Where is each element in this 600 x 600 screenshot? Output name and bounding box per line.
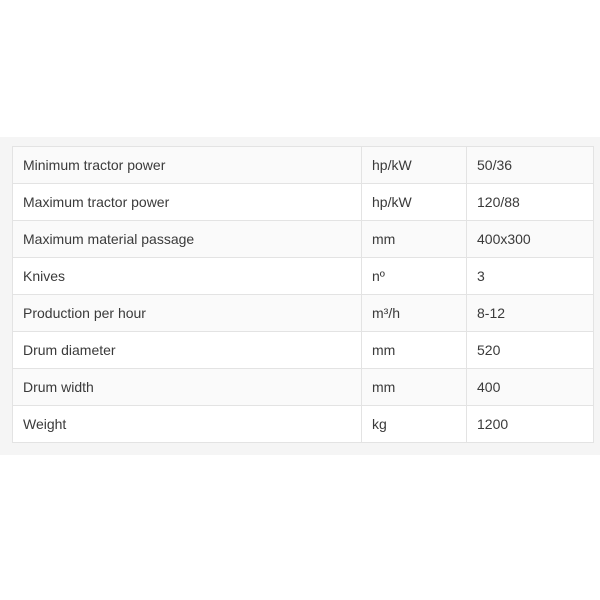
spec-unit-cell: hp/kW	[362, 147, 467, 184]
spec-name-cell: Production per hour	[13, 295, 362, 332]
spec-name-cell: Knives	[13, 258, 362, 295]
spec-value-cell: 520	[467, 332, 594, 369]
table-row	[13, 332, 594, 369]
table-row	[13, 295, 594, 332]
spec-unit-cell: mm	[362, 332, 467, 369]
specifications-table	[12, 146, 594, 443]
spec-name-cell: Maximum material passage	[13, 221, 362, 258]
spec-value-cell: 50/36	[467, 147, 594, 184]
spec-unit-cell: nº	[362, 258, 467, 295]
table-row	[13, 258, 594, 295]
spec-name-cell: Maximum tractor power	[13, 184, 362, 221]
spec-value-cell: 1200	[467, 406, 594, 443]
table-row	[13, 147, 594, 184]
table-row	[13, 406, 594, 443]
spec-value-cell: 400	[467, 369, 594, 406]
spec-unit-cell: mm	[362, 221, 467, 258]
spec-name-cell: Minimum tractor power	[13, 147, 362, 184]
spec-value-cell: 120/88	[467, 184, 594, 221]
spec-name-cell: Drum diameter	[13, 332, 362, 369]
spec-name-cell: Weight	[13, 406, 362, 443]
spec-unit-cell: mm	[362, 369, 467, 406]
table-row	[13, 221, 594, 258]
spec-name-cell: Drum width	[13, 369, 362, 406]
table-row	[13, 369, 594, 406]
spec-value-cell: 8-12	[467, 295, 594, 332]
spec-value-cell: 400x300	[467, 221, 594, 258]
spec-value-cell: 3	[467, 258, 594, 295]
spec-unit-cell: hp/kW	[362, 184, 467, 221]
spec-unit-cell: m³/h	[362, 295, 467, 332]
table-row	[13, 184, 594, 221]
spec-unit-cell: kg	[362, 406, 467, 443]
